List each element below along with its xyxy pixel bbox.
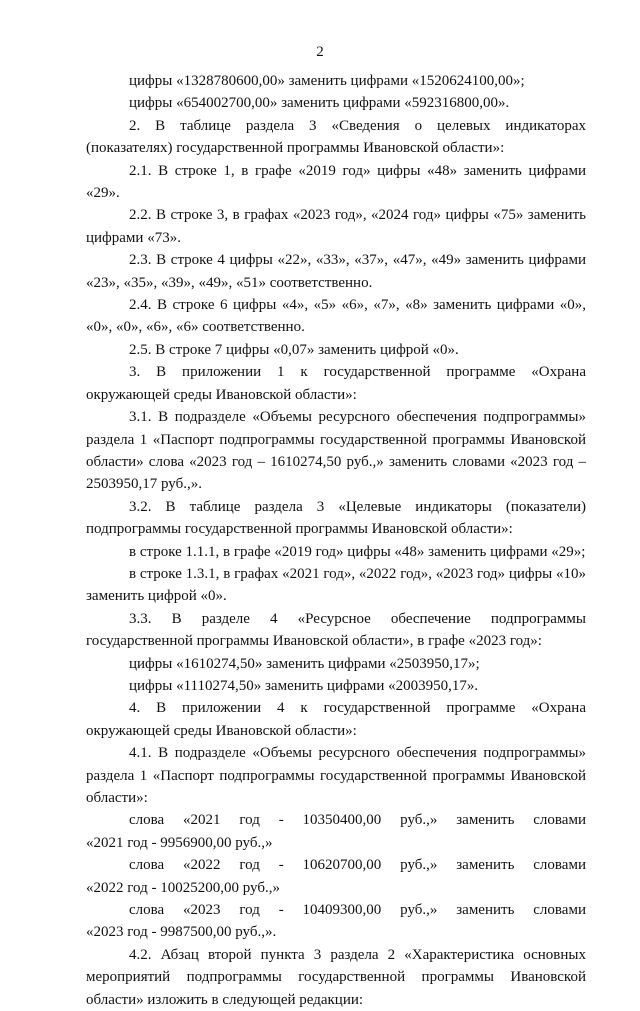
paragraph: цифры «1610274,50» заменить цифрами «2503950,17»; bbox=[129, 655, 480, 672]
paragraph: 3.1. В подразделе «Объемы ресурсного обеспечения подпрограммы» раздела 1 «Паспорт подпрограммы государственной программы Ивановской области» слова «2023 год – 1610274,50 руб.,» заменить словами «2023 год – 2503950,17 руб.,». bbox=[86, 409, 586, 493]
currency: руб.,» bbox=[400, 902, 438, 919]
currency: руб.,» bbox=[400, 812, 438, 829]
paragraph: 2.2. В строке 3, в графах «2023 год», «2024 год» цифры «75» заменить цифрами «73». bbox=[86, 207, 586, 246]
dash: - bbox=[278, 812, 284, 829]
document-body bbox=[86, 70, 586, 1011]
word-god: год bbox=[239, 812, 260, 829]
page-number: 2 bbox=[316, 44, 324, 60]
replacement-block bbox=[86, 809, 586, 943]
paragraph: 4.1. В подразделе «Объемы ресурсного обеспечения подпрограммы» раздела 1 «Паспорт подпрограммы государственной программы Ивановской области»: bbox=[86, 745, 586, 806]
paragraph: 2.1. В строке 1, в графе «2019 год» цифры «48» заменить цифрами «29». bbox=[86, 162, 586, 202]
amount: 10409300,00 bbox=[302, 902, 382, 919]
year-quote: «2021 bbox=[183, 812, 221, 829]
word-slova: слова bbox=[129, 812, 165, 829]
paragraph: 3.3. В разделе 4 «Ресурсное обеспечение подпрограммы государственной программы Ивановской области», в графе «2023 год»: bbox=[86, 610, 586, 650]
dash: - bbox=[278, 902, 284, 919]
word-zamenit: заменить bbox=[456, 857, 515, 874]
paragraph: 3. В приложении 1 к государственной программе «Охрана окружающей среды Ивановской области»: bbox=[86, 364, 586, 403]
paragraph: в строке 1.1.1, в графе «2019 год» цифры «48» заменить цифрами «29»; bbox=[129, 543, 586, 560]
paragraph: 2.4. В строке 6 цифры «4», «5» «6», «7», «8» заменить цифрами «0», «0», «0», «6», «6» соответственно. bbox=[86, 297, 586, 336]
paragraph: цифры «1328780600,00» заменить цифрами «1520624100,00»; bbox=[129, 73, 525, 89]
paragraph: 4.2. Абзац второй пункта 3 раздела 2 «Характеристика основных мероприятий подпрограммы государственной программы Ивановской области» изложить в следующей редакции: bbox=[86, 946, 586, 1008]
paragraph: 4. В приложении 4 к государственной программе «Охрана окружающей среды Ивановской области»: bbox=[86, 700, 586, 739]
word-slova: слова bbox=[129, 902, 165, 919]
paragraph: в строке 1.3.1, в графах «2021 год», «2022 год», «2023 год» цифры «10» заменить цифрой «0». bbox=[86, 565, 586, 605]
amount: 10350400,00 bbox=[302, 812, 382, 829]
word-god: год bbox=[239, 857, 260, 874]
dash: - bbox=[278, 857, 284, 874]
replacement-row bbox=[86, 899, 586, 921]
paragraph: 3.2. В таблице раздела 3 «Целевые индикаторы (показатели) подпрограммы государственной программы Ивановской области»: bbox=[86, 498, 586, 538]
word-zamenit: заменить bbox=[456, 812, 515, 829]
replacement-row bbox=[86, 854, 586, 876]
currency: руб.,» bbox=[400, 857, 438, 874]
word-zamenit: заменить bbox=[456, 902, 515, 919]
paragraph: 2.5. В строке 7 цифры «0,07» заменить цифрой «0». bbox=[129, 341, 459, 358]
paragraph: цифры «654002700,00» заменить цифрами «592316800,00». bbox=[129, 95, 510, 112]
paragraph: 2.3. В строке 4 цифры «22», «33», «37», «47», «49» заменить цифрами «23», «35», «39», «49», «51» соответственно. bbox=[86, 252, 586, 291]
word-slovami: словами bbox=[533, 857, 586, 874]
paragraph: цифры «1110274,50» заменить цифрами «2003950,17». bbox=[129, 677, 479, 694]
word-slova: слова bbox=[129, 857, 165, 874]
replacement-new: «2023 год - 9987500,00 руб.,». bbox=[86, 924, 277, 941]
amount: 10620700,00 bbox=[302, 857, 382, 874]
paragraph: 2. В таблице раздела 3 «Сведения о целевых индикаторах (показателях) государственной программы Ивановской области»: bbox=[86, 117, 586, 157]
word-slovami: словами bbox=[533, 812, 586, 829]
year-quote: «2023 bbox=[183, 902, 221, 919]
replacement-row bbox=[86, 809, 586, 831]
word-god: год bbox=[239, 902, 260, 919]
year-quote: «2022 bbox=[183, 857, 221, 874]
replacement-new: «2022 год - 10025200,00 руб.,» bbox=[86, 879, 280, 896]
word-slovami: словами bbox=[533, 902, 586, 919]
replacement-new: «2021 год - 9956900,00 руб.,» bbox=[86, 834, 273, 851]
